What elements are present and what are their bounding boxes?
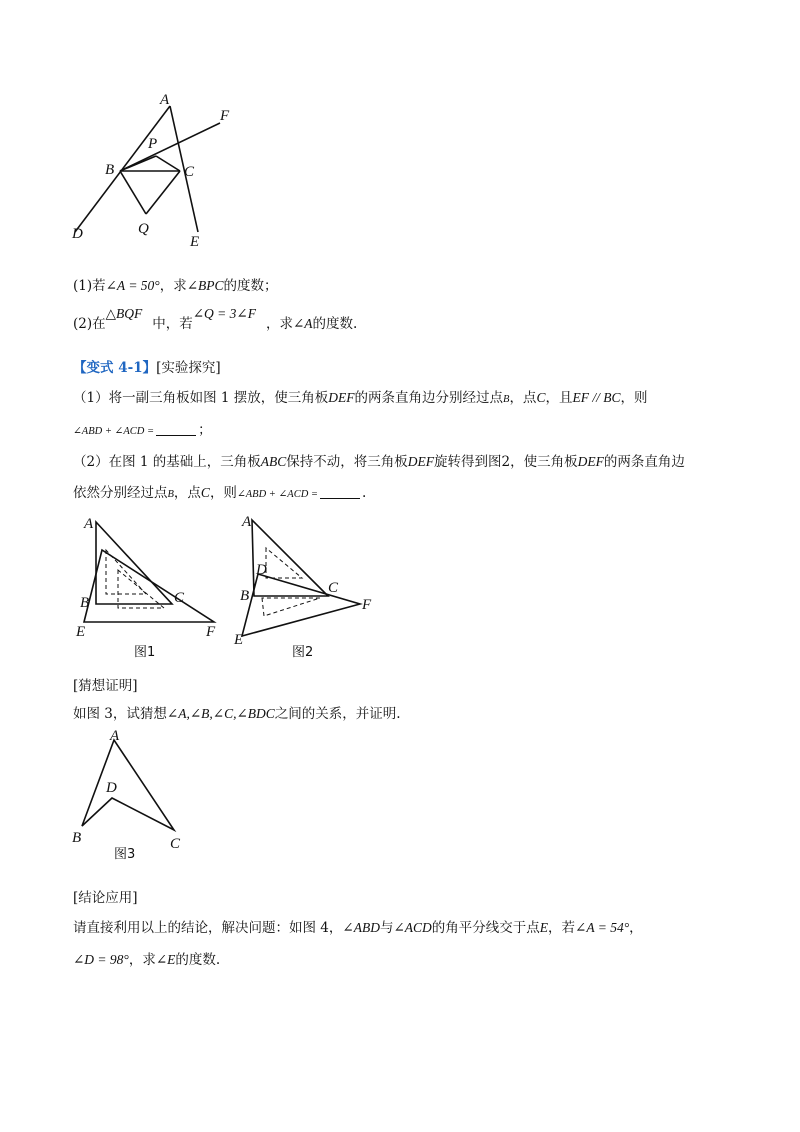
answer-blank-2[interactable]: [320, 486, 360, 499]
variant-tag: 【变式 4-1】: [73, 360, 157, 376]
fig1-label-f: F: [206, 624, 216, 640]
fig1-label-c: C: [174, 590, 185, 606]
variant-header: 【变式 4-1】[实验探究]: [73, 360, 221, 376]
fig1-label-b: B: [80, 595, 90, 611]
fig1-label-e: E: [76, 624, 86, 640]
part-2-line-1: （2）在图 1 的基础上，三角板ABC保持不动，将三角板DEF旋转得到图2，使三角板DEF的两条直角边: [73, 454, 685, 470]
figure-3: [66, 726, 196, 866]
label-b: B: [105, 162, 115, 178]
question-2: (2)在△BQF中，若∠Q = 3∠F，求∠A的度数.: [73, 306, 358, 332]
fig3-caption: 图3: [114, 847, 136, 862]
figure-2: [232, 512, 382, 662]
apply-header: [结论应用]: [73, 890, 138, 906]
label-p: P: [148, 136, 158, 152]
fig3-label-a: A: [110, 728, 120, 744]
figure-top: [60, 90, 250, 255]
fig2-label-e: E: [234, 632, 244, 648]
fig1-caption: 图1: [134, 645, 156, 660]
fig3-label-b: B: [72, 830, 82, 846]
guess-text: 如图 3，试猜想∠A,∠B,∠C,∠BDC之间的关系，并证明.: [73, 706, 401, 722]
fig2-caption: 图2: [292, 645, 314, 660]
part-1-line-1: （1）将一副三角板如图 1 摆放，使三角板DEF的两条直角边分别经过点B，点C，且EF // BC，则: [73, 390, 648, 406]
label-c: C: [184, 164, 195, 180]
question-1: (1)若∠A = 50°，求∠BPC的度数；: [73, 278, 278, 294]
apply-line-1: 请直接利用以上的结论，解决问题：如图 4，∠ABD与∠ACD的角平分线交于点E，若∠A = 54°，: [73, 920, 643, 936]
fig2-label-b: B: [240, 588, 250, 604]
answer-blank-1[interactable]: [156, 423, 196, 436]
label-e: E: [190, 234, 200, 250]
fig2-label-a: A: [242, 514, 252, 530]
part-2-line-2: 依然分别经过点B，点C，则∠ABD + ∠ACD = .: [73, 485, 367, 501]
fig2-label-c: C: [328, 580, 339, 596]
figure-1: [72, 512, 232, 662]
label-q: Q: [138, 221, 149, 237]
fig1-label-a: A: [84, 516, 94, 532]
part-1-line-2: ∠ABD + ∠ACD = ；: [73, 422, 212, 438]
label-d: D: [72, 226, 83, 242]
label-a: A: [160, 92, 170, 108]
guess-header: [猜想证明]: [73, 678, 138, 694]
fig2-label-f: F: [362, 597, 372, 613]
fig3-label-c: C: [170, 836, 181, 852]
fig3-label-d: D: [106, 780, 117, 796]
label-f: F: [220, 108, 230, 124]
fig2-label-d: D: [256, 562, 267, 578]
apply-line-2: ∠D = 98°，求∠E的度数.: [73, 952, 221, 968]
